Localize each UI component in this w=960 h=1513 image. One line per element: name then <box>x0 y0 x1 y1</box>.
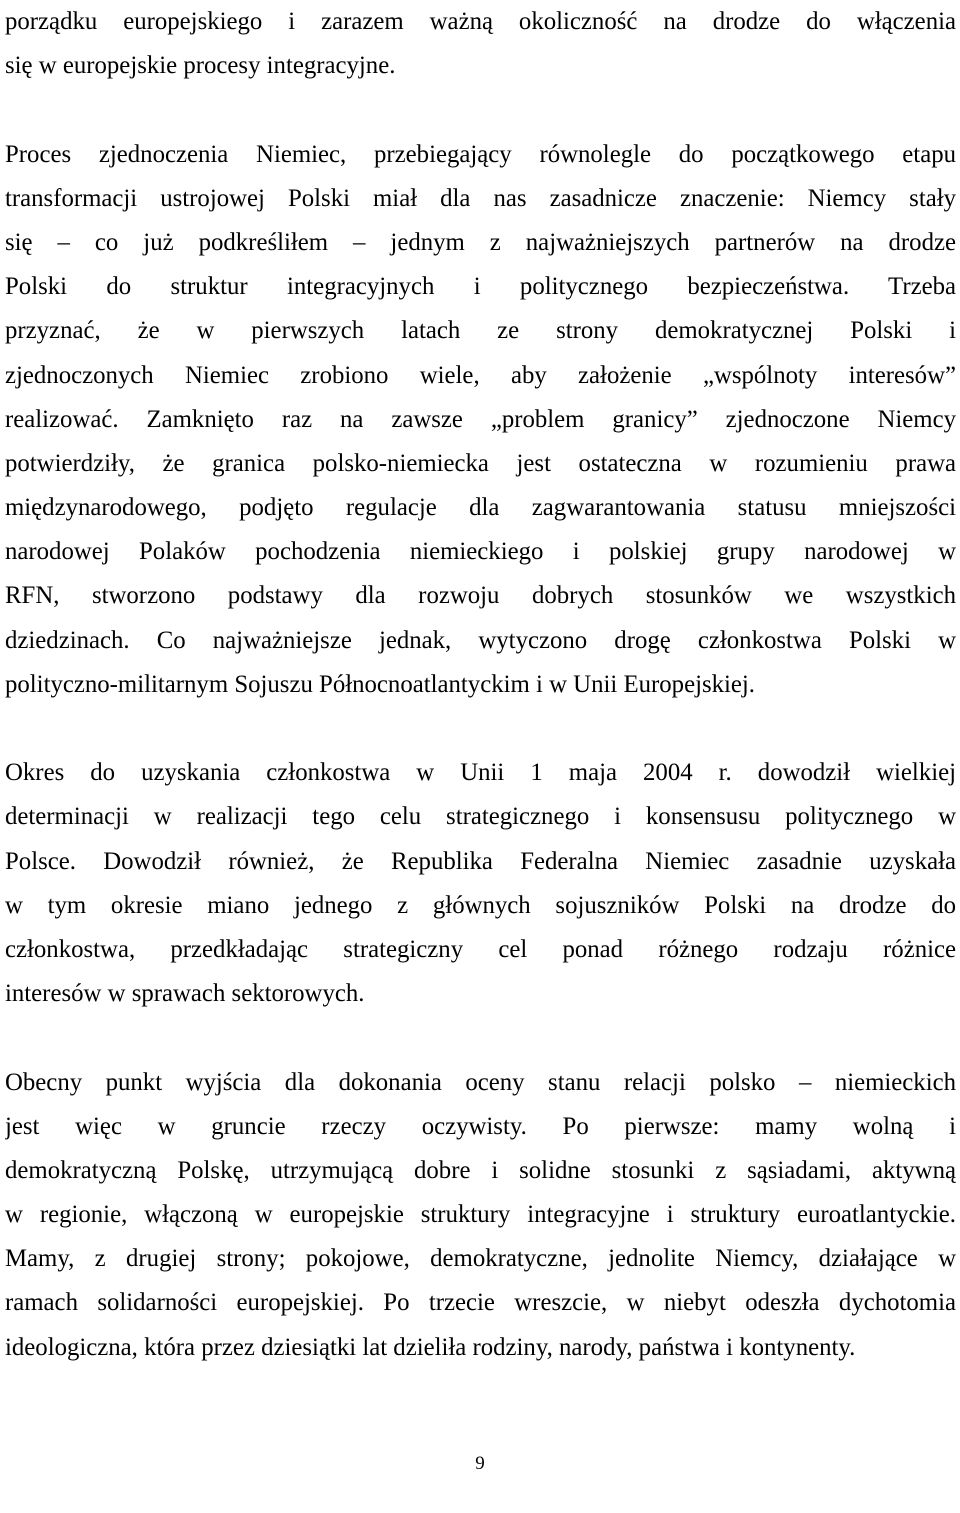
text-line: Polski do struktur integracyjnych i politycznego bezpieczeństwa. Trzeba <box>5 273 956 301</box>
paragraph-gap <box>5 707 956 751</box>
text-line: Okres do uzyskania członkostwa w Unii 1 maja 2004 r. dowodził wielkiej <box>5 759 956 787</box>
paragraph-2 <box>5 133 956 707</box>
paragraph-1 <box>5 0 956 88</box>
paragraph-gap <box>5 1016 956 1060</box>
text-line: się w europejskie procesy integracyjne. <box>5 52 396 80</box>
text-line: RFN, stworzono podstawy dla rozwoju dobrych stosunków we wszystkich <box>5 582 956 610</box>
text-line: narodowej Polaków pochodzenia niemieckiego i polskiej grupy narodowej w <box>5 538 956 566</box>
paragraph-4 <box>5 1061 956 1370</box>
text-line: Polsce. Dowodził również, że Republika Federalna Niemiec zasadnie uzyskała <box>5 847 956 875</box>
text-line: w regionie, włączoną w europejskie struktury integracyjne i struktury euroatlantyckie. <box>5 1201 956 1229</box>
text-line: interesów w sprawach sektorowych. <box>5 980 365 1008</box>
text-line: porządku europejskiego i zarazem ważną okoliczność na drodze do włączenia <box>5 8 956 35</box>
text-line: w tym okresie miano jednego z głównych sojuszników Polski na drodze do <box>5 891 956 919</box>
text-line: członkostwa, przedkładając strategiczny cel ponad różnego rodzaju różnice <box>5 935 956 963</box>
text-line: realizować. Zamknięto raz na zawsze „problem granicy” zjednoczone Niemcy <box>5 405 956 433</box>
text-line: zjednoczonych Niemiec zrobiono wiele, aby założenie „wspólnoty interesów” <box>5 361 956 389</box>
text-line: ramach solidarności europejskiej. Po trzecie wreszcie, w niebyt odeszła dychotomia <box>5 1289 956 1317</box>
text-line: transformacji ustrojowej Polski miał dla nas zasadnicze znaczenie: Niemcy stały <box>5 184 956 212</box>
text-line: polityczno-militarnym Sojuszu Północnoatlantyckim i w Unii Europejskiej. <box>5 670 755 698</box>
text-line: demokratyczną Polskę, utrzymującą dobre i solidne stosunki z sąsiadami, aktywną <box>5 1156 956 1184</box>
text-line: ideologiczna, która przez dziesiątki lat dzieliła rodziny, narody, państwa i kontynenty. <box>5 1333 856 1361</box>
page-number: 9 <box>475 1453 485 1474</box>
text-line: potwierdziły, że granica polsko-niemiecka jest ostateczna w rozumieniu prawa <box>5 449 956 477</box>
text-line: Mamy, z drugiej strony; pokojowe, demokratyczne, jednolite Niemcy, działające w <box>5 1245 956 1273</box>
text-line: jest więc w gruncie rzeczy oczywisty. Po pierwsze: mamy wolną i <box>5 1112 956 1140</box>
paragraph-gap <box>5 88 956 132</box>
text-line: dziedzinach. Co najważniejsze jednak, wytyczono drogę członkostwa Polski w <box>5 626 956 654</box>
text-line: przyznać, że w pierwszych latach ze strony demokratycznej Polski i <box>5 317 956 345</box>
text-line: międzynarodowego, podjęto regulacje dla zagwarantowania statusu mniejszości <box>5 494 956 522</box>
document-body <box>5 0 956 1370</box>
text-line: się – co już podkreśliłem – jednym z najważniejszych partnerów na drodze <box>5 228 956 256</box>
text-line: determinacji w realizacji tego celu strategicznego i konsensusu politycznego w <box>5 803 956 831</box>
text-line: Proces zjednoczenia Niemiec, przebiegający równolegle do początkowego etapu <box>5 140 956 168</box>
paragraph-3 <box>5 751 956 1016</box>
text-line: Obecny punkt wyjścia dla dokonania oceny stanu relacji polsko – niemieckich <box>5 1068 956 1096</box>
